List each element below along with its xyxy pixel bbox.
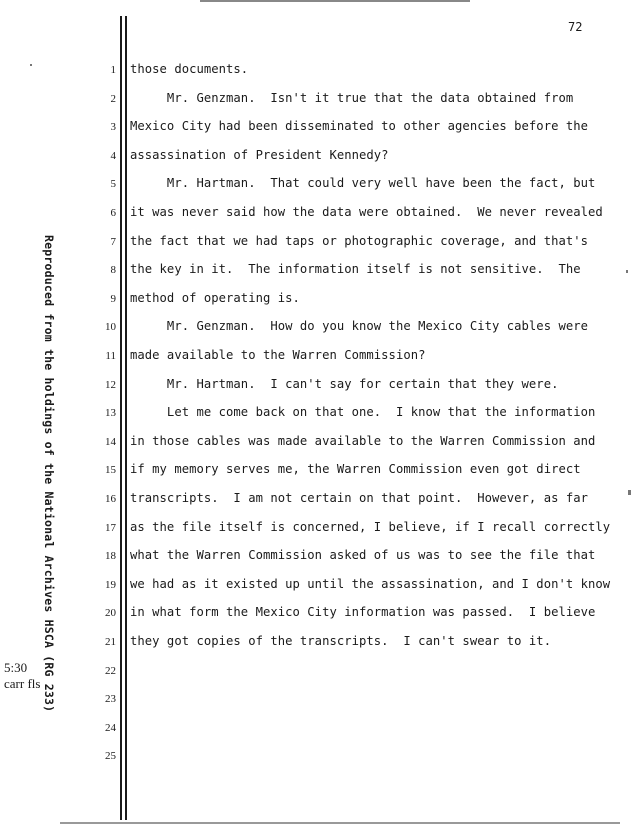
line-number: 19 [105,578,116,591]
transcript-line: Mexico City had been disseminated to other agencies before the [130,119,589,134]
line-number: 25 [105,750,116,763]
line-number: 2 [110,92,116,105]
margin-rule-right [125,16,127,820]
transcript-line: in what form the Mexico City information was passed. I believe [130,605,596,620]
transcript-line: the fact that we had taps or photographic coverage, and that's [130,233,589,248]
bottom-edge-mark [60,822,620,824]
transcript-line: in those cables was made available to the Warren Commission and [130,433,596,448]
line-number: 7 [110,235,116,248]
transcript-line: those documents. [130,62,249,76]
line-number: 22 [105,664,116,677]
line-number: 11 [105,350,116,362]
scan-speck [30,64,32,66]
archive-stamp: Reproduced from the holdings of the National Archives HSCA (RG 233) [42,235,56,713]
line-number: 4 [110,149,116,162]
line-number: 20 [105,607,116,620]
line-number: 14 [105,435,116,448]
line-number: 13 [105,407,116,420]
line-number: 24 [105,721,116,734]
line-number: 8 [110,264,116,277]
line-number: 6 [110,207,116,219]
line-number: 18 [105,550,116,563]
transcript-line: made available to the Warren Commission? [130,348,426,362]
transcript-line: Mr. Hartman. That could very well have been the fact, but [130,176,596,191]
transcript-line: assassination of President Kennedy? [130,147,389,162]
line-number: 12 [105,378,116,391]
line-number: 21 [105,636,116,648]
transcript-line: Mr. Genzman. Isn't it true that the data obtained from [130,90,574,105]
transcript-line: as the file itself is concerned, I believe, if I recall correctly [130,519,611,534]
transcript-line: the key in it. The information itself is not sensitive. The [130,262,581,277]
transcript-line: they got copies of the transcripts. I can't swear to it. [130,634,552,648]
transcript-line: Mr. Genzman. How do you know the Mexico City cables were [130,319,589,334]
line-number: 16 [105,493,116,505]
transcript-line: if my memory serves me, the Warren Commission even got direct [130,462,581,477]
transcript-line: what the Warren Commission asked of us was to see the file that [130,548,596,563]
line-number: 1 [110,64,116,76]
line-number: 10 [105,321,116,334]
transcript-line: transcripts. I am not certain on that point. However, as far [130,491,589,505]
margin-note-time: 5:30 [4,660,28,675]
scan-speck [628,490,631,495]
margin-rule-left [120,16,122,820]
transcript-line: Mr. Hartman. I can't say for certain that they were. [130,376,559,391]
line-number: 3 [110,121,116,134]
transcript-line: we had as it existed up until the assassination, and I don't know [130,576,611,591]
margin-note-fls: carr fls [4,676,41,691]
transcript-line: method of operating is. [130,290,300,305]
line-number: 15 [105,464,116,477]
scan-speck [626,270,628,273]
line-number: 17 [105,521,116,534]
transcript-line: Let me come back on that one. I know that the information [130,405,596,420]
top-edge-mark [200,0,470,2]
transcript-line: it was never said how the data were obtained. We never revealed [130,205,603,219]
line-number: 9 [110,292,116,305]
line-number: 23 [105,693,116,706]
line-number: 5 [110,178,116,191]
page-number: 72 [568,20,583,34]
